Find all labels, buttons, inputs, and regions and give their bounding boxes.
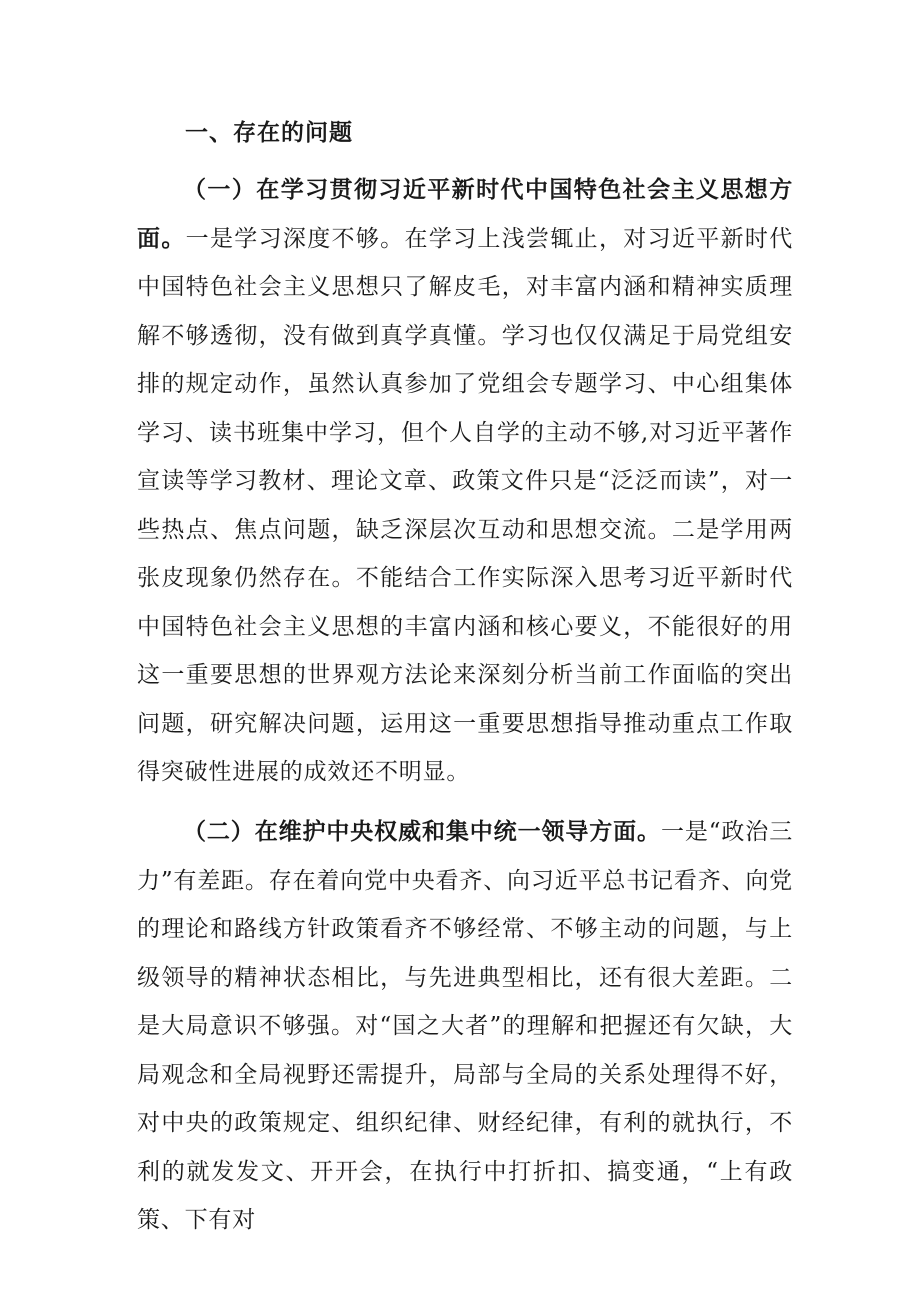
paragraph-study-thought: [137, 166, 793, 797]
paragraph-lead: （一）在学习贯彻习近平新时代中国特色社会主义思想方面。: [137, 176, 793, 252]
paragraph-lead: （二）在维护中央权威和集中统一领导方面。: [183, 818, 661, 845]
paragraph-body: 一是“政治三力”有差距。存在着向党中央看齐、向习近平总书记看齐、向党的理论和路线方针政策看齐不够经常、不够主动的问题，与上级领导的精神状态相比，与先进典型相比，还有很大差距。二是大局意识不够强。对“国之大者”的理解和把握还有欠缺，大局观念和全局视野还需提升，局部与全局的关系处理得不好，对中央的政策规定、组织纪律、财经纪律，有利的就执行，不利的就发发文、开开会，在执行中打折扣、搞变通，“上有政策、下有对: [137, 819, 793, 1233]
section-heading: 一、存在的问题: [185, 119, 353, 146]
paragraph-body: 一是学习深度不够。在学习上浅尝辄止，对习近平新时代中国特色社会主义思想只了解皮毛，对丰富内涵和精神实质理解不够透彻，没有做到真学真懂。学习也仅仅满足于局党组安排的规定动作，虽然认真参加了党组会专题学习、中心组集体学习、读书班集中学习，但个人自学的主动不够,对习近平著作宣读等学习教材、理论文章、政策文件只是“泛泛而读”，对一些热点、焦点问题，缺乏深层次互动和思想交流。二是学用两张皮现象仍然存在。不能结合工作实际深入思考习近平新时代中国特色社会主义思想的丰富内涵和核心要义，不能很好的用这一重要思想的世界观方法论来深刻分析当前工作面临的突出问题，研究解决问题，运用这一重要思想指导推动重点工作取得突破性进展的成效还不明显。: [137, 225, 794, 785]
paragraph-central-authority: [137, 808, 793, 1245]
